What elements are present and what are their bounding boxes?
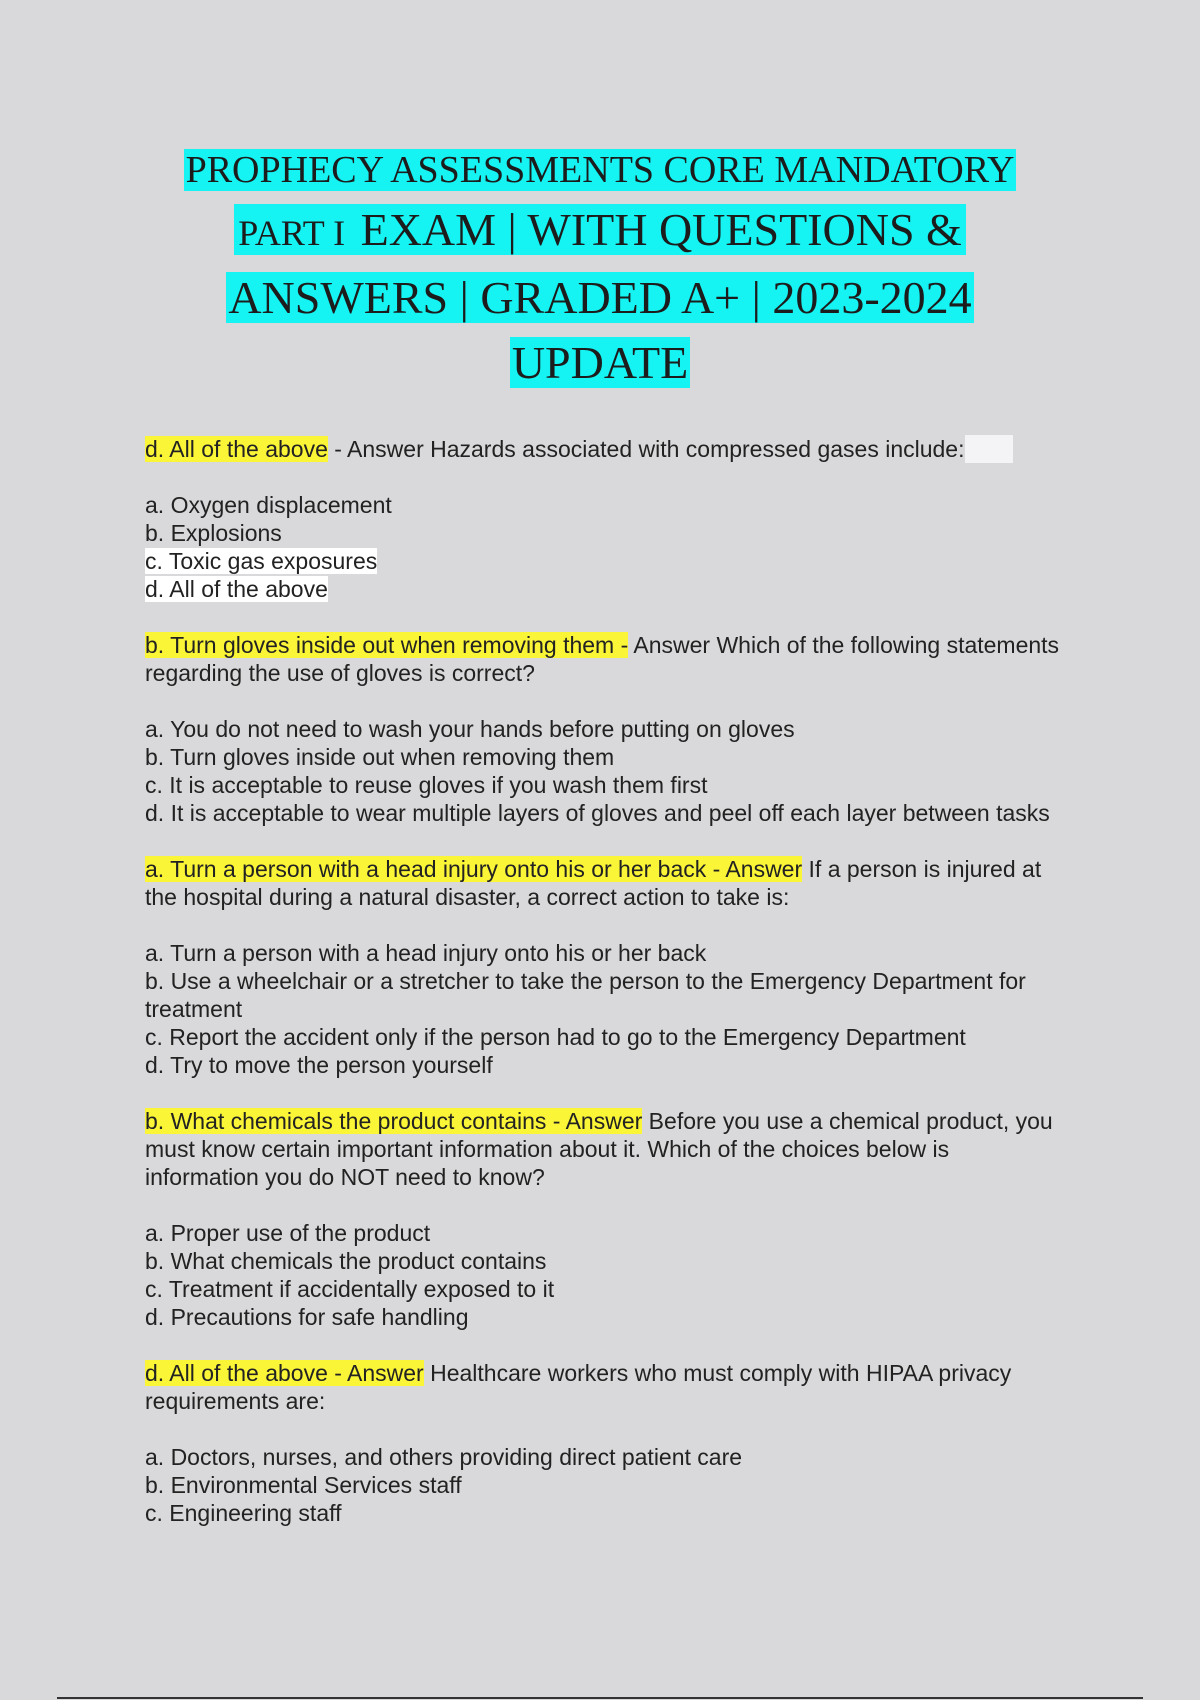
question-text: d. All of the above - Answer Healthcare workers who must comply with HIPAA privacy requirements are: xyxy=(145,1360,1012,1414)
option-item: d. It is acceptable to wear multiple layers of gloves and peel off each layer between tasks xyxy=(145,800,1050,826)
option-item: c. It is acceptable to reuse gloves if you wash them first xyxy=(145,772,708,798)
title-line-2: PART I EXAM | WITH QUESTIONS & xyxy=(120,198,1080,265)
footer-divider xyxy=(57,1697,1143,1699)
question-block-5 xyxy=(145,1359,1065,1527)
question-text: a. Turn a person with a head injury onto his or her back - Answer If a person is injured at the hospital during a natural disaster, a correct action to take is: xyxy=(145,856,1042,910)
answer-highlight: b. What chemicals the product contains - Answer xyxy=(145,1108,643,1134)
option-item: b. Environmental Services staff xyxy=(145,1472,462,1498)
option-item: c. Report the accident only if the person had to go to the Emergency Department xyxy=(145,1024,966,1050)
option-item: a. Doctors, nurses, and others providing direct patient care xyxy=(145,1444,743,1470)
title-line-3: ANSWERS | GRADED A+ | 2023-2024 xyxy=(228,272,972,323)
answer-highlight: a. Turn a person with a head injury onto his or her back - Answer xyxy=(145,856,803,882)
option-item: b. Explosions xyxy=(145,520,282,546)
option-item: a. Turn a person with a head injury onto his or her back xyxy=(145,940,707,966)
title-line-4: UPDATE xyxy=(511,337,689,388)
option-item: d. Precautions for safe handling xyxy=(145,1304,469,1330)
question-block-4 xyxy=(145,1107,1065,1331)
option-item: d. Try to move the person yourself xyxy=(145,1052,493,1078)
document-title xyxy=(120,142,1080,395)
question-text: b. Turn gloves inside out when removing them - Answer Which of the following statements regarding the use of gloves is correct? xyxy=(145,632,1060,686)
option-item: b. What chemicals the product contains xyxy=(145,1248,547,1274)
option-item: c. Treatment if accidentally exposed to it xyxy=(145,1276,555,1302)
question-block-3 xyxy=(145,855,1065,1079)
question-list xyxy=(145,435,1065,1555)
option-item: b. Turn gloves inside out when removing them xyxy=(145,744,615,770)
question-block-1 xyxy=(145,435,1065,603)
option-item: a. Proper use of the product xyxy=(145,1220,431,1246)
option-item: c. Engineering staff xyxy=(145,1500,342,1526)
option-item: c. Toxic gas exposures xyxy=(145,548,378,574)
option-item: a. Oxygen displacement xyxy=(145,492,392,518)
option-item: d. All of the above xyxy=(145,576,328,602)
option-item: a. You do not need to wash your hands before putting on gloves xyxy=(145,716,795,742)
option-item: b. Use a wheelchair or a stretcher to take the person to the Emergency Department for treatment xyxy=(145,968,1026,1022)
question-text: d. All of the above - Answer Hazards associated with compressed gases include: xyxy=(145,435,1065,463)
answer-highlight: d. All of the above xyxy=(145,436,328,462)
title-line-1: PROPHECY ASSESSMENTS CORE MANDATORY xyxy=(185,149,1015,191)
question-text: b. What chemicals the product contains - Answer Before you use a chemical product, you must know certain important information about it. Which of the choices below is information you do NOT need to know? xyxy=(145,1108,1053,1190)
blank-box xyxy=(965,435,1013,463)
answer-highlight: b. Turn gloves inside out when removing them - xyxy=(145,632,629,658)
question-block-2 xyxy=(145,631,1065,827)
answer-highlight: d. All of the above - Answer xyxy=(145,1360,424,1386)
